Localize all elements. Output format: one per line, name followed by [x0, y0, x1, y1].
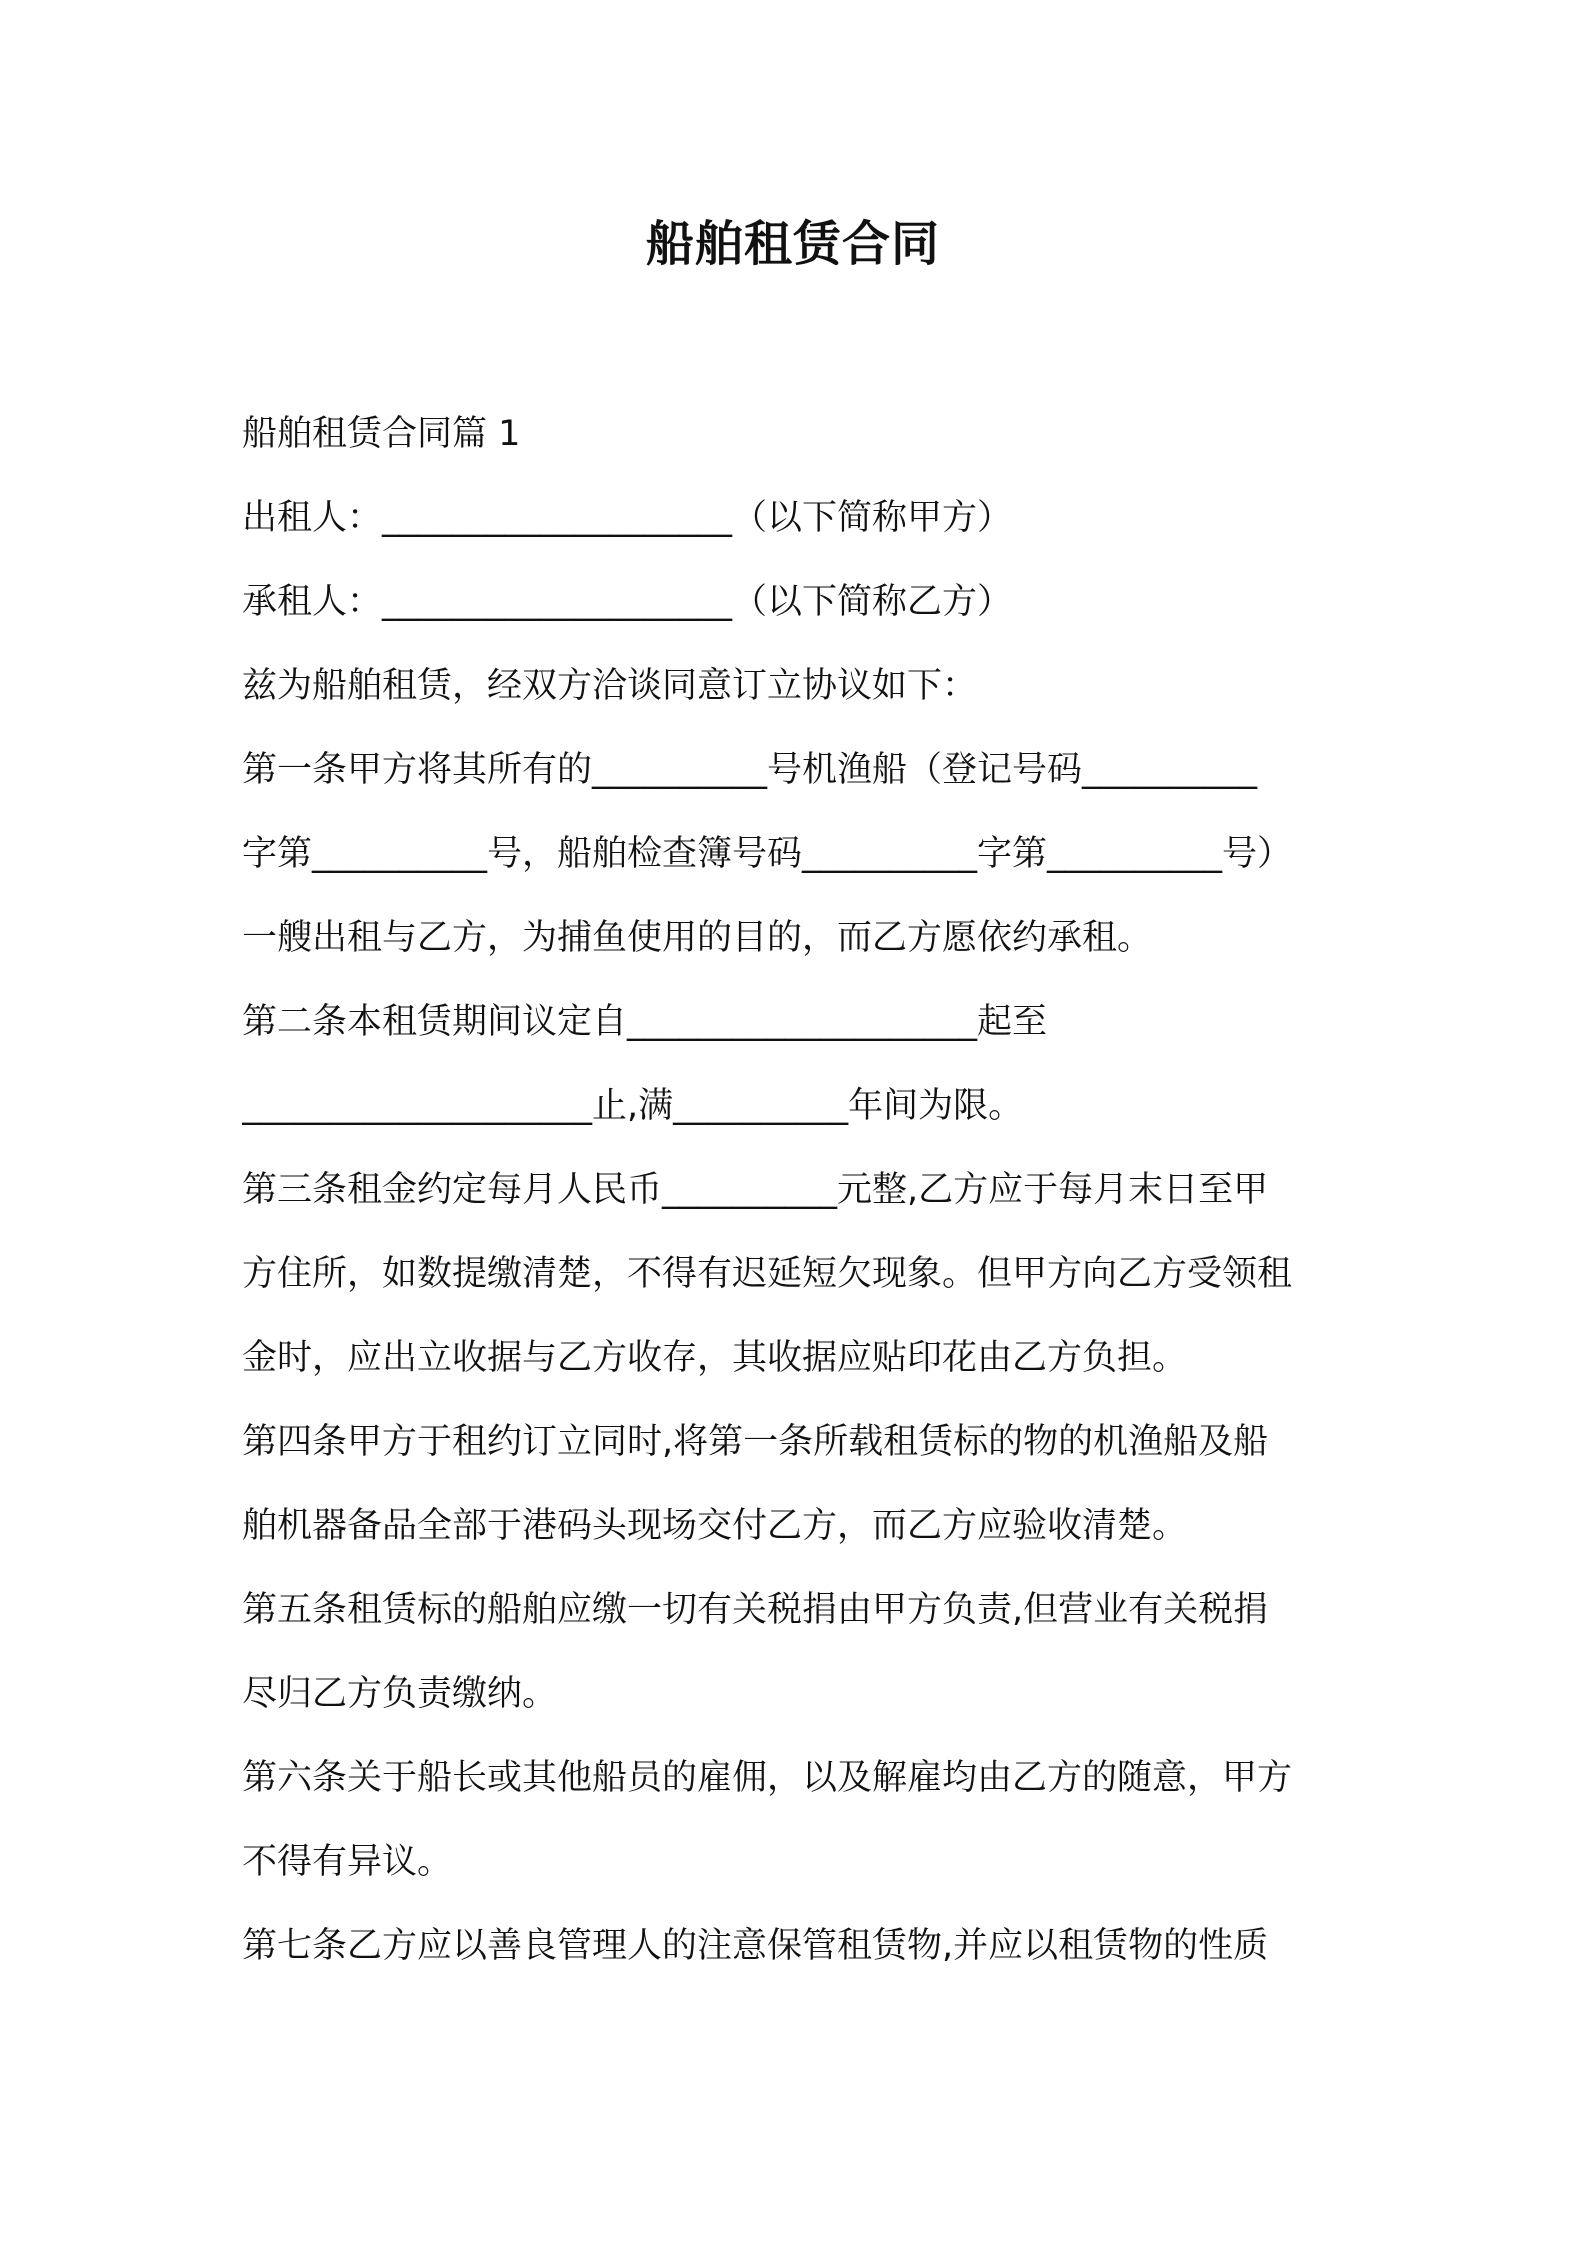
article-7-line-1: 第七条乙方应以善良管理人的注意保管租赁物,并应以租赁物的性质 [242, 1926, 1269, 1966]
lessee-line: 承租人：____________________（以下简称乙方） [242, 582, 1013, 622]
document-title: 船舶租赁合同 [645, 216, 940, 272]
article-5-line-1: 第五条租赁标的船舶应缴一切有关税捐由甲方负责,但营业有关税捐 [242, 1590, 1269, 1630]
article-6-line-1: 第六条关于船长或其他船员的雇佣，以及解雇均由乙方的随意，甲方 [242, 1758, 1293, 1798]
article-4-line-2: 舶机器备品全部于港码头现场交付乙方，而乙方应验收清楚。 [242, 1506, 1188, 1546]
article-1-line-2: 字第__________号，船舶检查簿号码__________字第__________号） [242, 834, 1293, 874]
article-3-line-2: 方住所，如数提缴清楚，不得有迟延短欠现象。但甲方向乙方受领租 [242, 1254, 1293, 1294]
article-1-line-3: 一艘出租与乙方，为捕鱼使用的目的，而乙方愿依约承租。 [242, 918, 1153, 958]
preamble-line: 兹为船舶租赁，经双方洽谈同意订立协议如下： [242, 666, 978, 706]
article-3-line-3: 金时，应出立收据与乙方收存，其收据应贴印花由乙方负担。 [242, 1338, 1188, 1378]
article-2-line-2: ____________________止,满__________年间为限。 [242, 1086, 1024, 1126]
article-1-line-1: 第一条甲方将其所有的__________号机渔船（登记号码__________ [242, 750, 1258, 790]
article-4-line-1: 第四条甲方于租约订立同时,将第一条所载租赁标的物的机渔船及船 [242, 1422, 1269, 1462]
lessor-line: 出租人：____________________（以下简称甲方） [242, 498, 1013, 538]
article-6-line-2: 不得有异议。 [242, 1842, 453, 1882]
article-5-line-2: 尽归乙方负责缴纳。 [242, 1674, 558, 1714]
article-2-line-1: 第二条本租赁期间议定自____________________起至 [242, 1002, 1048, 1042]
section-heading: 船舶租赁合同篇 1 [242, 414, 521, 454]
article-3-line-1: 第三条租金约定每月人民币__________元整,乙方应于每月末日至甲 [242, 1170, 1269, 1210]
